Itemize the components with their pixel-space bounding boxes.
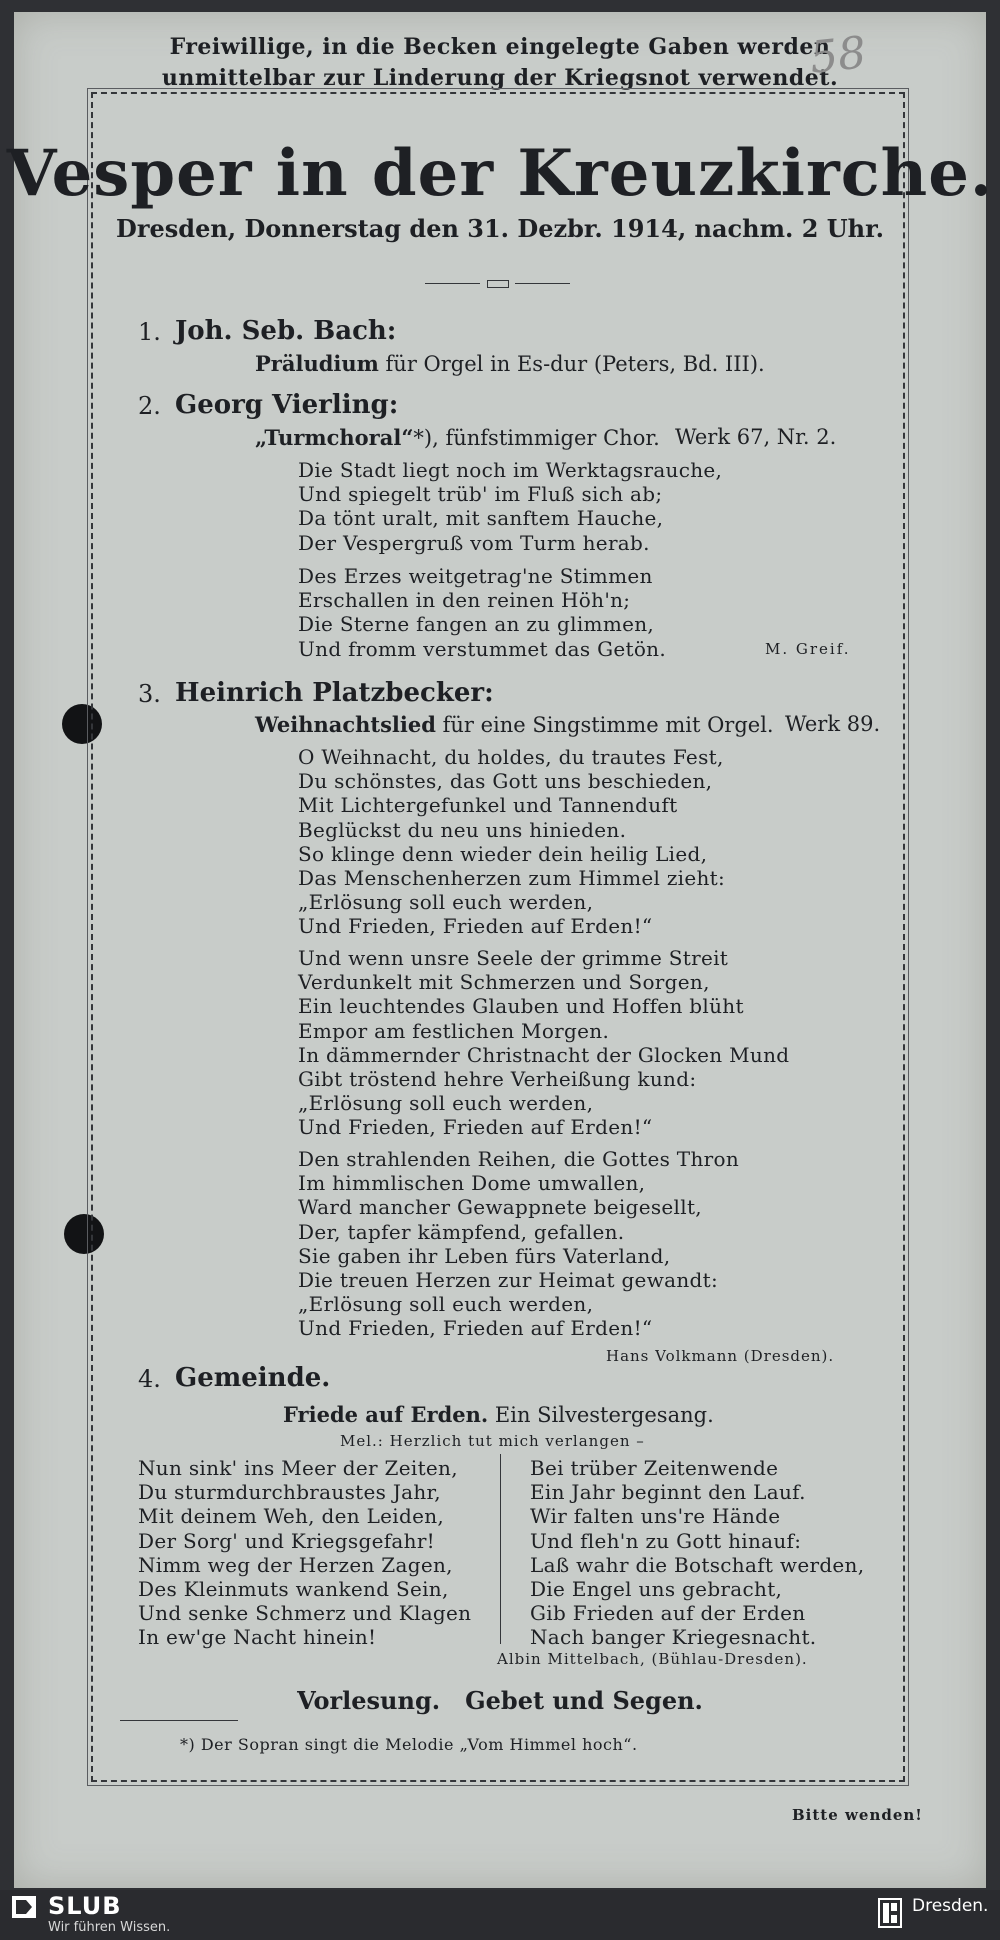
event-date: Dresden, Donnerstag den 31. Dezbr. 1914, nachm. 2 Uhr. bbox=[116, 214, 884, 243]
poem-line: Und senke Schmerz und Klagen bbox=[138, 1601, 472, 1626]
dresden-partner[interactable]: Dresden. bbox=[912, 1896, 989, 1916]
poem-line: Die Engel uns gebracht, bbox=[530, 1577, 783, 1602]
poem-line: Beglückst du neu uns hinieden. bbox=[298, 817, 627, 842]
poem-line: „Erlösung soll euch werden, bbox=[298, 1292, 594, 1317]
poem-line: Bei trüber Zeitenwende bbox=[530, 1456, 779, 1480]
poem-line: „Erlösung soll euch werden, bbox=[298, 1091, 594, 1116]
item-number-2: 2. bbox=[138, 392, 161, 420]
page-title: Vesper in der Kreuzkirche. bbox=[6, 136, 994, 211]
poem-line: Ward mancher Gewappnete beigesellt, bbox=[298, 1195, 702, 1220]
melody-note: Mel.: Herzlich tut mich verlangen – bbox=[340, 1432, 645, 1450]
poem-line: Und fromm verstummet das Getön. bbox=[298, 636, 667, 661]
item-number-1: 1. bbox=[138, 318, 161, 346]
poem-line: Nach banger Kriegesnacht. bbox=[530, 1625, 817, 1650]
poem-line: Der, tapfer kämpfend, gefallen. bbox=[298, 1219, 625, 1244]
poem-author-3: Hans Volkmann (Dresden). bbox=[606, 1347, 835, 1365]
poem-line: Und Frieden, Frieden auf Erden!“ bbox=[298, 914, 653, 939]
poem-line: Nun sink' ins Meer der Zeiten, bbox=[138, 1456, 458, 1480]
column-divider bbox=[500, 1454, 501, 1644]
poem-line: Du sturmdurchbraustes Jahr, bbox=[138, 1480, 441, 1505]
work-title-3: Weihnachtslied bbox=[255, 712, 436, 737]
work-desc-1: für Orgel in Es-dur (Peters, Bd. III). bbox=[378, 352, 765, 376]
poem-line: Ein Jahr beginnt den Lauf. bbox=[530, 1480, 806, 1505]
footnote-rule bbox=[120, 1720, 238, 1721]
poem-stanza bbox=[298, 564, 666, 661]
poem-line: Mit Lichtergefunkel und Tannenduft bbox=[298, 793, 678, 818]
poem-line: Laß wahr die Botschaft werden, bbox=[530, 1552, 865, 1577]
poem-line: Gib Frieden auf der Erden bbox=[530, 1601, 806, 1626]
composer-4: Gemeinde. bbox=[175, 1363, 331, 1393]
poem-line: Erschallen in den reinen Höh'n; bbox=[298, 588, 631, 613]
dresden-logo-icon bbox=[878, 1898, 902, 1928]
work-desc-2: *), fünfstimmiger Chor. bbox=[413, 426, 660, 450]
poem-line: Verdunkelt mit Schmerzen und Sorgen, bbox=[298, 970, 710, 995]
work-opus-3: Werk 89. bbox=[785, 712, 881, 736]
poem-line: Ein leuchtendes Glauben und Hoffen blüht bbox=[298, 994, 744, 1019]
poem-line: „Erlösung soll euch werden, bbox=[298, 890, 594, 915]
poem-line: Des Kleinmuts wankend Sein, bbox=[138, 1577, 449, 1602]
poem-line: Das Menschenherzen zum Himmel zieht: bbox=[298, 866, 726, 891]
composer-2: Georg Vierling: bbox=[175, 390, 399, 420]
donation-line-2: unmittelbar zur Linderung der Kriegsnot verwendet. bbox=[161, 65, 839, 91]
poem-stanza bbox=[298, 458, 722, 555]
poem-line: Der Sorg' und Kriegsgefahr! bbox=[138, 1528, 436, 1553]
poem-author-4: Albin Mittelbach, (Bühlau-Dresden). bbox=[497, 1650, 808, 1668]
work-desc-4: Ein Silvestergesang. bbox=[488, 1403, 714, 1427]
poem-line: In ew'ge Nacht hinein! bbox=[138, 1625, 377, 1650]
poem-line: Der Vespergruß vom Turm herab. bbox=[298, 530, 650, 555]
work-title-1: Präludium bbox=[255, 351, 379, 376]
pencil-annotation: 58 bbox=[807, 27, 869, 84]
work-title-4: Friede auf Erden. bbox=[283, 1402, 489, 1427]
hymn-left-column bbox=[138, 1456, 471, 1650]
poem-line: Nimm weg der Herzen Zagen, bbox=[138, 1552, 453, 1577]
poem-line: Und spiegelt trüb' im Fluß sich ab; bbox=[298, 482, 663, 507]
poem-line: O Weihnacht, du holdes, du trautes Fest, bbox=[298, 745, 724, 769]
work-3 bbox=[255, 712, 774, 737]
poem-line: In dämmernder Christnacht der Glocken Mund bbox=[298, 1042, 790, 1067]
work-4 bbox=[283, 1402, 714, 1427]
item-number-3: 3. bbox=[138, 680, 161, 708]
item-number-4: 4. bbox=[138, 1365, 161, 1393]
poem-stanza bbox=[298, 745, 725, 939]
composer-1: Joh. Seb. Bach: bbox=[175, 316, 397, 346]
composer-3: Heinrich Platzbecker: bbox=[175, 678, 494, 708]
hymn-right-column bbox=[530, 1456, 864, 1650]
poem-line: Und Frieden, Frieden auf Erden!“ bbox=[298, 1115, 653, 1140]
work-title-2: „Turmchoral“ bbox=[255, 425, 414, 450]
poem-line: Du schönstes, das Gott uns beschieden, bbox=[298, 769, 713, 794]
footer-bar bbox=[0, 1890, 1000, 1940]
poem-line: Die Stadt liegt noch im Werktagsrauche, bbox=[298, 458, 723, 482]
poem-author-2: M. Greif. bbox=[765, 640, 851, 658]
poem-line: Empor am festlichen Morgen. bbox=[298, 1018, 610, 1043]
poem-line: Gibt tröstend hehre Verheißung kund: bbox=[298, 1067, 697, 1092]
work-1 bbox=[255, 351, 765, 376]
poem-line: So klinge denn wieder dein heilig Lied, bbox=[298, 841, 708, 866]
ornament-divider bbox=[425, 280, 570, 288]
slub-logo-icon bbox=[12, 1896, 36, 1918]
work-desc-3: für eine Singstimme mit Orgel. bbox=[435, 713, 774, 737]
poem-line: Die treuen Herzen zur Heimat gewandt: bbox=[298, 1268, 718, 1293]
poem-line: Und wenn unsre Seele der grimme Streit bbox=[298, 946, 729, 970]
footnote: *) Der Sopran singt die Melodie „Vom Himmel hoch“. bbox=[180, 1735, 638, 1754]
poem-line: Sie gaben ihr Leben fürs Vaterland, bbox=[298, 1243, 671, 1268]
poem-line: Mit deinem Weh, den Leiden, bbox=[138, 1504, 445, 1529]
poem-line: Da tönt uralt, mit sanftem Hauche, bbox=[298, 506, 664, 531]
poem-line: Und Frieden, Frieden auf Erden!“ bbox=[298, 1316, 653, 1341]
turn-page-note: Bitte wenden! bbox=[792, 1806, 923, 1824]
poem-line: Den strahlenden Reihen, die Gottes Thron bbox=[298, 1147, 740, 1171]
poem-line: Im himmlischen Dome umwallen, bbox=[298, 1171, 646, 1196]
poem-line: Und fleh'n zu Gott hinauf: bbox=[530, 1528, 802, 1553]
work-opus-2: Werk 67, Nr. 2. bbox=[675, 425, 837, 449]
poem-stanza bbox=[298, 946, 789, 1140]
slub-tagline: Wir führen Wissen. bbox=[48, 1920, 171, 1935]
donation-line-1: Freiwillige, in die Becken eingelegte Gaben werden bbox=[169, 34, 831, 60]
poem-line: Wir falten uns're Hände bbox=[530, 1504, 781, 1529]
slub-brand[interactable]: SLUB bbox=[48, 1892, 122, 1920]
poem-stanza bbox=[298, 1147, 739, 1341]
poem-line: Des Erzes weitgetrag'ne Stimmen bbox=[298, 564, 653, 588]
closing-line: Vorlesung. Gebet und Segen. bbox=[297, 1686, 703, 1715]
work-2 bbox=[255, 425, 660, 450]
poem-line: Die Sterne fangen an zu glimmen, bbox=[298, 612, 655, 637]
